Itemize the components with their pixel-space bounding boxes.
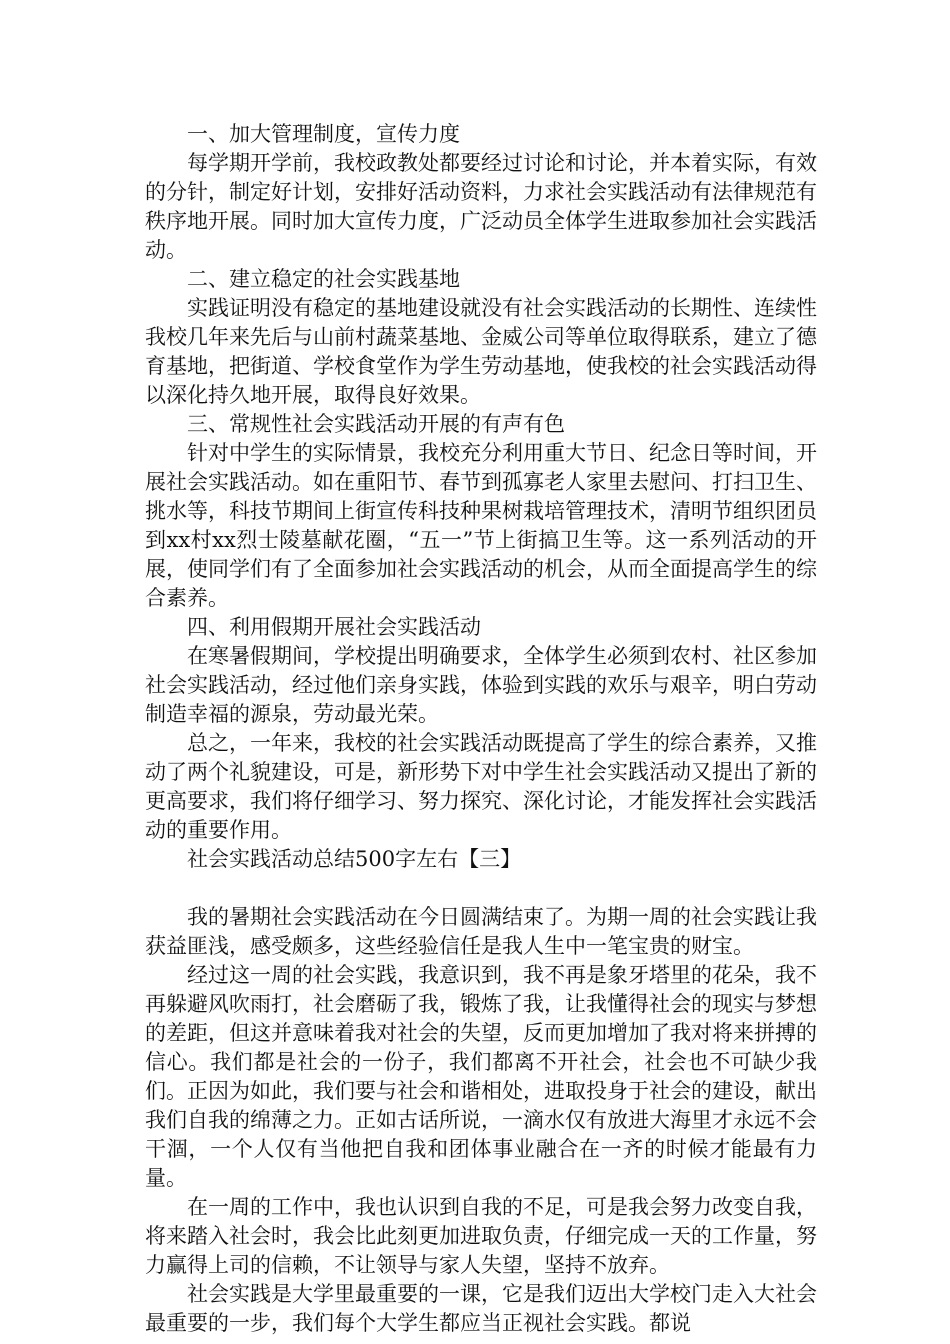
paragraph: 每学期开学前，我校政教处都要经过讨论和讨论，并本着实际，有效的分针，制定好计划，安排好活动资料，力求社会实践活动有法律规范有秩序地开展。同时加大宣传力度，广泛动员全体学生进取参加社会实践活动。: [145, 151, 817, 262]
paragraph: 针对中学生的实际情景，我校充分利用重大节日、纪念日等时间，开展社会实践活动。如在重阳节、春节到孤寡老人家里去慰问、打扫卫生、挑水等，科技节期间上街宣传科技种果树栽培管理技术，清明节组织团员到xx村xx烈士陵墓献花圈，“五一”节上街搞卫生等。这一系列活动的开展，使同学们有了全面参加社会实践活动的机会，从而全面提高学生的综合素养。: [145, 441, 817, 610]
blank-line: [145, 874, 817, 903]
paragraph: 在一周的工作中，我也认识到自我的不足，可是我会努力改变自我，将来踏入社会时，我会比此刻更加进取负责，仔细完成一天的工作量，努力赢得上司的信赖，不让领导与家人失望，坚持不放弃。: [145, 1195, 817, 1277]
article-title: 社会实践活动总结500字左右【三】: [187, 847, 522, 871]
section-heading-2: 二、建立稳定的社会实践基地: [187, 267, 460, 291]
paragraph: 社会实践是大学里最重要的一课，它是我们迈出大学校门走入大社会最重要的一步，我们每个大学生都应当正视社会实践。都说: [145, 1282, 817, 1335]
document-body: [145, 120, 817, 1338]
section-heading-3: 三、常规性社会实践活动开展的有声有色: [187, 412, 565, 436]
section-heading-4: 四、利用假期开展社会实践活动: [187, 615, 481, 639]
paragraph: 我的暑期社会实践活动在今日圆满结束了。为期一周的社会实践让我获益匪浅，感受颇多，这些经验信任是我人生中一笔宝贵的财宝。: [145, 905, 817, 958]
section-heading-1: 一、加大管理制度，宣传力度: [187, 122, 460, 146]
paragraph: 总之，一年来，我校的社会实践活动既提高了学生的综合素养，又推动了两个礼貌建设，可是，新形势下对中学生社会实践活动又提出了新的更高要求，我们将仔细学习、努力探究、深化讨论，才能发挥社会实践活动的重要作用。: [145, 731, 817, 842]
paragraph: 经过这一周的社会实践，我意识到，我不再是象牙塔里的花朵，我不再躲避风吹雨打，社会磨砺了我，锻炼了我，让我懂得社会的现实与梦想的差距，但这并意味着我对社会的失望，反而更加增加了我对将来拼搏的信心。我们都是社会的一份子，我们都离不开社会，社会也不可缺少我们。正因为如此，我们要与社会和谐相处，进取投身于社会的建设，献出我们自我的绵薄之力。正如古话所说，一滴水仅有放进大海里才永远不会干涸，一个人仅有当他把自我和团体事业融合在一齐的时候才能最有力量。: [145, 963, 817, 1190]
paragraph: 在寒暑假期间，学校提出明确要求，全体学生必须到农村、社区参加社会实践活动，经过他们亲身实践，体验到实践的欢乐与艰辛，明白劳动制造幸福的源泉，劳动最光荣。: [145, 644, 817, 726]
paragraph: 实践证明没有稳定的基地建设就没有社会实践活动的长期性、连续性我校几年来先后与山前村蔬菜基地、金威公司等单位取得联系，建立了德育基地，把街道、学校食堂作为学生劳动基地，使我校的社会实践活动得以深化持久地开展，取得良好效果。: [145, 296, 817, 407]
